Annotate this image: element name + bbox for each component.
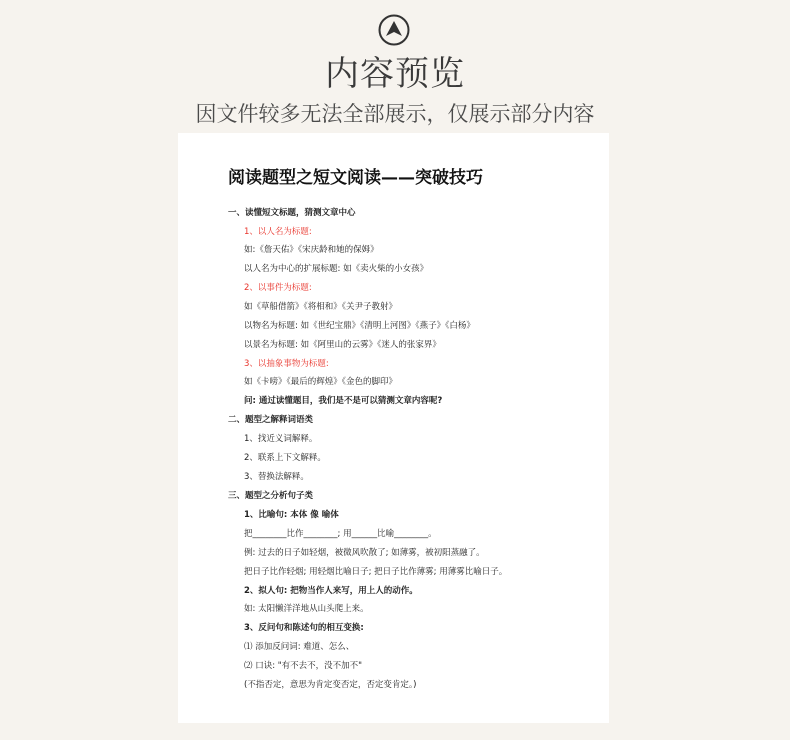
subheading-red: 1、以人名为标题:	[244, 227, 312, 237]
doc-line: 例: 过去的日子如轻烟，被微风吹散了; 如薄雾，被初阳蒸融了。	[244, 548, 485, 558]
document-title: 阅读题型之短文阅读——突破技巧	[228, 168, 483, 188]
doc-line: 如: 太阳懒洋洋地从山头爬上来。	[244, 604, 369, 614]
doc-line: ⑵ 口诀: "有不去不，没不加不"	[244, 661, 363, 671]
page-title: 内容预览	[325, 54, 465, 94]
logo-icon	[378, 14, 410, 46]
subheading-red: 2、以事件为标题:	[244, 283, 312, 293]
doc-line: 把日子比作轻烟; 用轻烟比喻日子; 把日子比作薄雾; 用薄雾比喻日子。	[244, 567, 508, 577]
document-preview	[178, 133, 609, 723]
doc-line: 1、找近义词解释。	[244, 434, 318, 444]
doc-line: 如《卡嗙》《最后的辉煌》《金色的脚印》	[244, 377, 398, 387]
doc-line: 以物名为标题: 如《世纪宝鼎》《清明上河图》《燕子》《白杨》	[244, 321, 475, 331]
page-subtitle: 因文件较多无法全部展示，仅展示部分内容	[195, 102, 595, 126]
subheading-bold: 2、拟人句: 把物当作人来写，用上人的动作。	[244, 586, 418, 596]
section-heading: 一、读懂短文标题，猜测文章中心	[228, 208, 356, 218]
section-heading: 二、题型之解释词语类	[228, 415, 314, 425]
question-line: 问: 通过读懂题目，我们是不是可以猜测文章内容呢?	[244, 396, 443, 406]
doc-line: 把________比作________; 用______比喻________。	[244, 529, 437, 539]
doc-line: (不指否定，意思为肯定变否定，否定变肯定。)	[244, 680, 417, 690]
doc-line: 如《草船借箭》《将相和》《关尹子教射》	[244, 302, 398, 312]
subheading-red: 3、以抽象事物为标题:	[244, 359, 329, 369]
doc-line: ⑴ 添加反问词: 难道、怎么、	[244, 642, 355, 652]
section-heading: 三、题型之分析句子类	[228, 491, 314, 501]
doc-line: 3、替换法解释。	[244, 472, 309, 482]
doc-line: 以人名为中心的扩展标题: 如《卖火柴的小女孩》	[244, 264, 429, 274]
doc-line: 如:《詹天佑》《宋庆龄和她的保姆》	[244, 245, 379, 255]
doc-line: 以景名为标题: 如《阿里山的云雾》《迷人的张家界》	[244, 340, 441, 350]
doc-line: 2、联系上下文解释。	[244, 453, 326, 463]
subheading-bold: 1、比喻句: 本体 像 喻体	[244, 510, 339, 520]
subheading-bold: 3、反问句和陈述句的相互变换:	[244, 623, 364, 633]
